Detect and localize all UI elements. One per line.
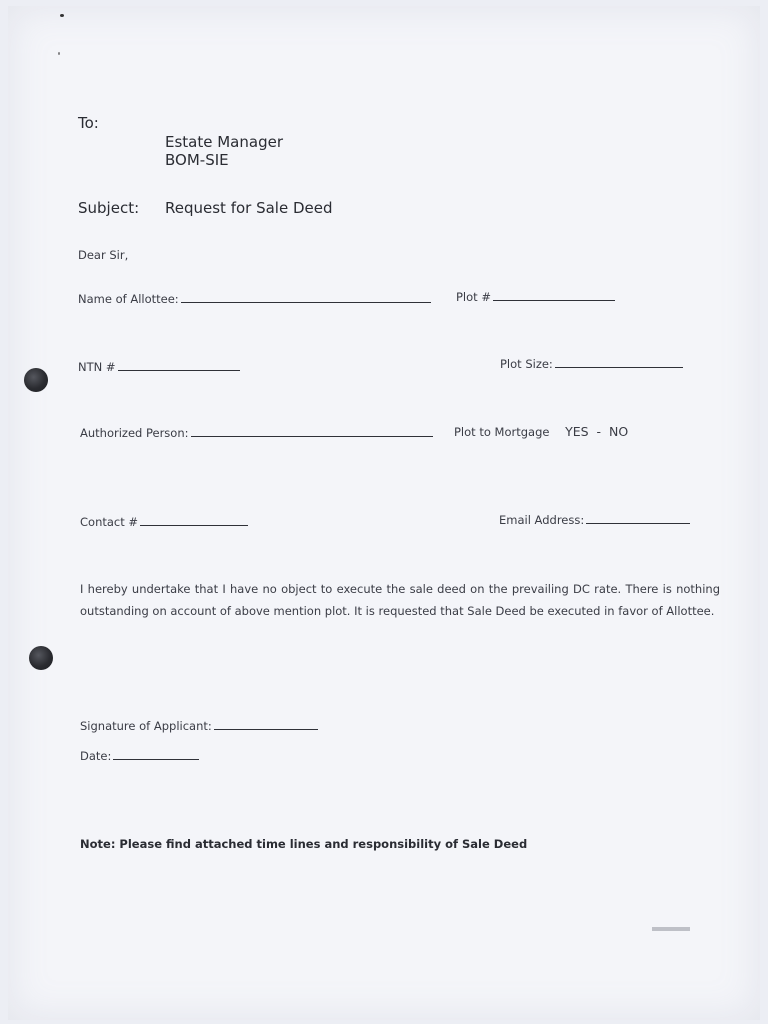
date-field[interactable]	[80, 749, 199, 763]
plot-no-blank[interactable]	[493, 290, 615, 301]
signature-blank[interactable]	[214, 719, 318, 730]
signature-label: Signature of Applicant:	[80, 719, 212, 733]
authorized-person-field[interactable]	[80, 426, 433, 440]
name-of-allottee-label: Name of Allottee:	[78, 292, 179, 306]
ntn-field[interactable]	[78, 360, 240, 374]
declaration-paragraph	[80, 578, 720, 622]
name-of-allottee-blank[interactable]	[181, 292, 431, 303]
mortgage-options[interactable]: YES - NO	[565, 424, 629, 439]
scanner-mark	[652, 927, 690, 931]
subject-label: Subject:	[78, 199, 140, 217]
contact-label: Contact #	[80, 515, 139, 529]
plot-to-mortgage-field	[454, 424, 628, 439]
subject-text: Request for Sale Deed	[165, 199, 333, 217]
signature-field[interactable]	[80, 719, 318, 733]
contact-blank[interactable]	[140, 515, 248, 526]
contact-field[interactable]	[80, 515, 248, 529]
plot-size-label: Plot Size:	[500, 357, 553, 371]
plot-no-label: Plot #	[456, 290, 491, 304]
note-text: Note: Please find attached time lines and responsibility of Sale Deed	[80, 837, 528, 851]
ntn-label: NTN #	[78, 360, 116, 374]
plot-to-mortgage-label: Plot to Mortgage	[454, 425, 550, 439]
email-blank[interactable]	[586, 513, 690, 524]
plot-size-blank[interactable]	[555, 357, 683, 368]
recipient-org: BOM-SIE	[165, 151, 229, 169]
date-blank[interactable]	[113, 749, 199, 760]
plot-no-field[interactable]	[456, 290, 615, 304]
punch-hole	[29, 646, 53, 670]
date-label: Date:	[80, 749, 112, 763]
plot-size-field[interactable]	[500, 357, 683, 371]
scan-speck	[60, 14, 64, 17]
declaration-line-1: I hereby undertake that I have no object to execute the sale deed on the prevailing DC rate. There is nothing	[80, 582, 720, 596]
authorized-person-label: Authorized Person:	[80, 426, 189, 440]
email-label: Email Address:	[499, 513, 585, 527]
authorized-person-blank[interactable]	[191, 426, 433, 437]
scan-speck	[58, 52, 60, 55]
ntn-blank[interactable]	[118, 360, 240, 371]
email-field[interactable]	[499, 513, 690, 527]
to-label: To:	[78, 114, 99, 132]
salutation: Dear Sir,	[78, 248, 129, 262]
punch-hole	[24, 368, 48, 392]
name-of-allottee-field[interactable]	[78, 292, 431, 306]
declaration-line-2: outstanding on account of above mention plot. It is requested that Sale Deed be executed in favor of Allottee.	[80, 604, 715, 618]
recipient-title: Estate Manager	[165, 133, 283, 151]
